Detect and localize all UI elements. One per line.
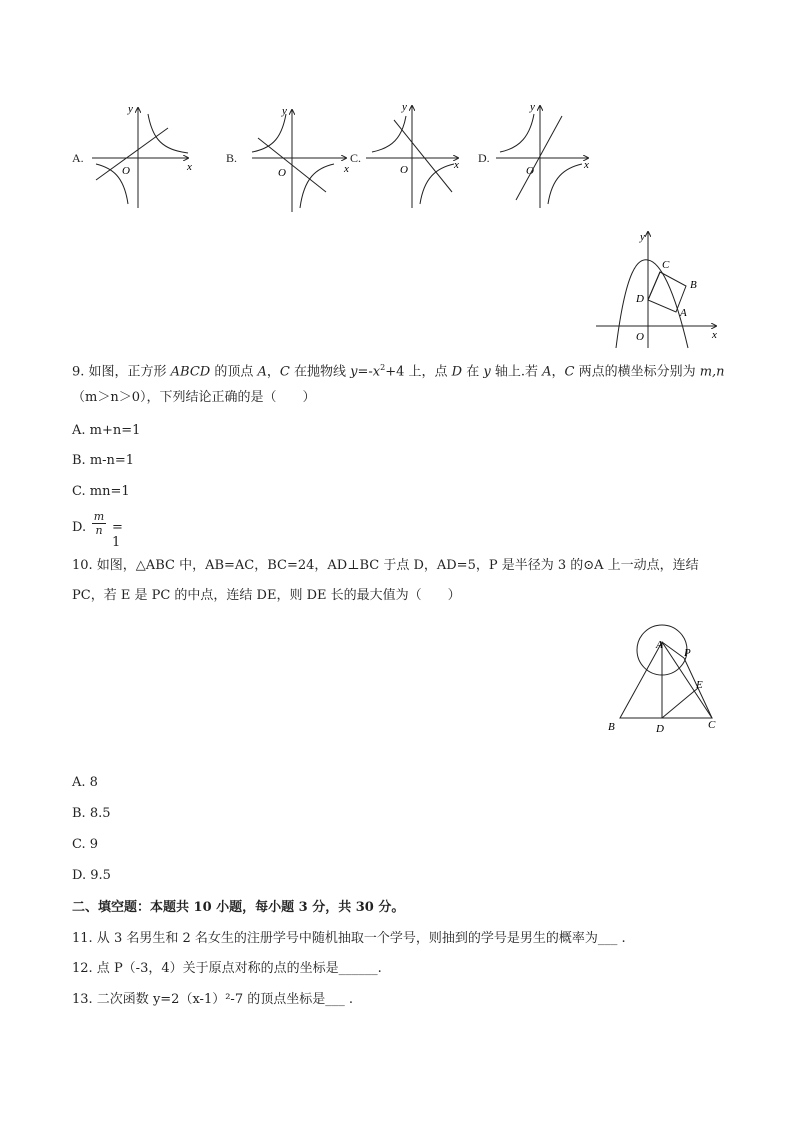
q9-fig-a: A xyxy=(680,307,687,319)
q9-option-c[interactable]: C. mn=1 xyxy=(72,484,130,499)
option-b-label: B. xyxy=(226,151,238,165)
q9-g: 轴上.若 xyxy=(490,364,543,380)
graph-b xyxy=(226,105,349,212)
graph-d-x: x xyxy=(584,159,589,171)
graph-d-o: O xyxy=(526,165,534,177)
q9-fig-d: D xyxy=(636,293,644,305)
q10-figure xyxy=(600,620,730,740)
q9-fig-y: y xyxy=(640,231,645,243)
q10-option-d[interactable]: D. 9.5 xyxy=(72,868,111,883)
q10-fig-a: A xyxy=(656,639,663,651)
q9-fig-c: C xyxy=(662,259,670,271)
q10-fig-d: D xyxy=(656,723,664,735)
graph-d-y: y xyxy=(530,101,535,113)
q9-fig-o: O xyxy=(636,331,644,343)
q9-h: ， xyxy=(551,364,565,380)
q9-option-d-fraction xyxy=(92,510,106,537)
q9-d: 在抛物线 xyxy=(289,364,351,380)
q10-option-b[interactable]: B. 8.5 xyxy=(72,806,111,821)
graph-c-o: O xyxy=(400,164,408,176)
q9-stem-line2: （m＞n＞0），下列结论正确的是（ ） xyxy=(72,390,316,405)
q9-figure xyxy=(590,228,730,350)
graph-b-y: y xyxy=(282,105,287,117)
q9-figure-svg xyxy=(590,228,730,350)
q13-stem: 13. 二次函数 y=2（x-1）²-7 的顶点坐标是___ . xyxy=(72,992,353,1007)
q9-sup: 2 xyxy=(380,363,386,372)
q9-f: 在 xyxy=(462,364,484,380)
q10-option-c[interactable]: C. 9 xyxy=(72,837,99,852)
q9-option-a[interactable]: A. m+n=1 xyxy=(72,423,141,438)
q9-i: 两点的横坐标分别为 xyxy=(574,364,700,380)
graph-b-o: O xyxy=(278,167,286,179)
q9-stem-line1 xyxy=(72,358,725,382)
graph-c xyxy=(350,101,459,208)
q9-option-d-label: D. xyxy=(72,520,87,535)
q9-abcd: ABCD xyxy=(170,364,211,380)
q9-c: ， xyxy=(266,364,280,380)
q10-fig-b: B xyxy=(608,721,615,733)
q9-e: +4 上，点 xyxy=(385,364,452,380)
q10-stem-line1: 10. 如图，△ABC 中，AB=AC，BC=24，AD⊥BC 于点 D，AD=5，P 是半径为 3 的⊙A 上一动点，连结 xyxy=(72,558,699,573)
graph-c-x: x xyxy=(454,159,459,171)
graph-c-y: y xyxy=(402,101,407,113)
q10-fig-c: C xyxy=(708,719,716,731)
q10-stem-line2: PC，若 E 是 PC 的中点，连结 DE，则 DE 长的最大值为（ ） xyxy=(72,588,461,603)
q9-option-d-rhs: = 1 xyxy=(112,520,123,550)
graph-a-y: y xyxy=(128,103,133,115)
q9-C2: C xyxy=(564,364,575,380)
graph-a-o: O xyxy=(122,165,130,177)
q9-fig-b: B xyxy=(690,279,697,291)
q12-stem: 12. 点 P（-3，4）关于原点对称的点的坐标是______. xyxy=(72,961,382,976)
q10-figure-svg xyxy=(600,620,730,740)
q9-a: A xyxy=(257,364,267,380)
option-graphs-svg xyxy=(60,100,480,215)
q10-option-a[interactable]: A. 8 xyxy=(72,775,98,790)
q9-frac-den: n xyxy=(95,524,103,537)
graph-b-x: x xyxy=(344,163,349,175)
option-c-label: C. xyxy=(350,151,362,165)
option-d-label: D. xyxy=(478,151,490,165)
q11-stem: 11. 从 3 名男生和 2 名女生的注册学号中随机抽取一个学号，则抽到的学号是男生的概率为___ . xyxy=(72,931,626,946)
q9-frac-num: m xyxy=(93,510,105,523)
q10-fig-e: E xyxy=(696,679,703,691)
q9-C: C xyxy=(279,364,290,380)
q9-eq: y=-x xyxy=(350,364,381,380)
q9-mn: m,n xyxy=(699,364,725,380)
graph-d xyxy=(470,100,600,215)
q9-prefix: 9. 如图，正方形 xyxy=(72,364,171,380)
q9-D: D xyxy=(451,364,463,380)
q10-fig-p: P xyxy=(684,647,691,659)
graph-a-x: x xyxy=(187,161,192,173)
q9-b: 的顶点 xyxy=(210,364,258,380)
graph-d-wrapper xyxy=(470,100,600,215)
q9-A2: A xyxy=(542,364,552,380)
top-graphs xyxy=(60,100,480,215)
q9-option-b[interactable]: B. m-n=1 xyxy=(72,453,135,468)
q9-fig-x: x xyxy=(712,329,717,341)
q9-y: y xyxy=(483,364,491,380)
section2-heading: 二、填空题：本题共 10 小题，每小题 3 分，共 30 分。 xyxy=(72,900,405,915)
option-a-label: A. xyxy=(72,151,84,165)
graph-a xyxy=(72,103,192,208)
